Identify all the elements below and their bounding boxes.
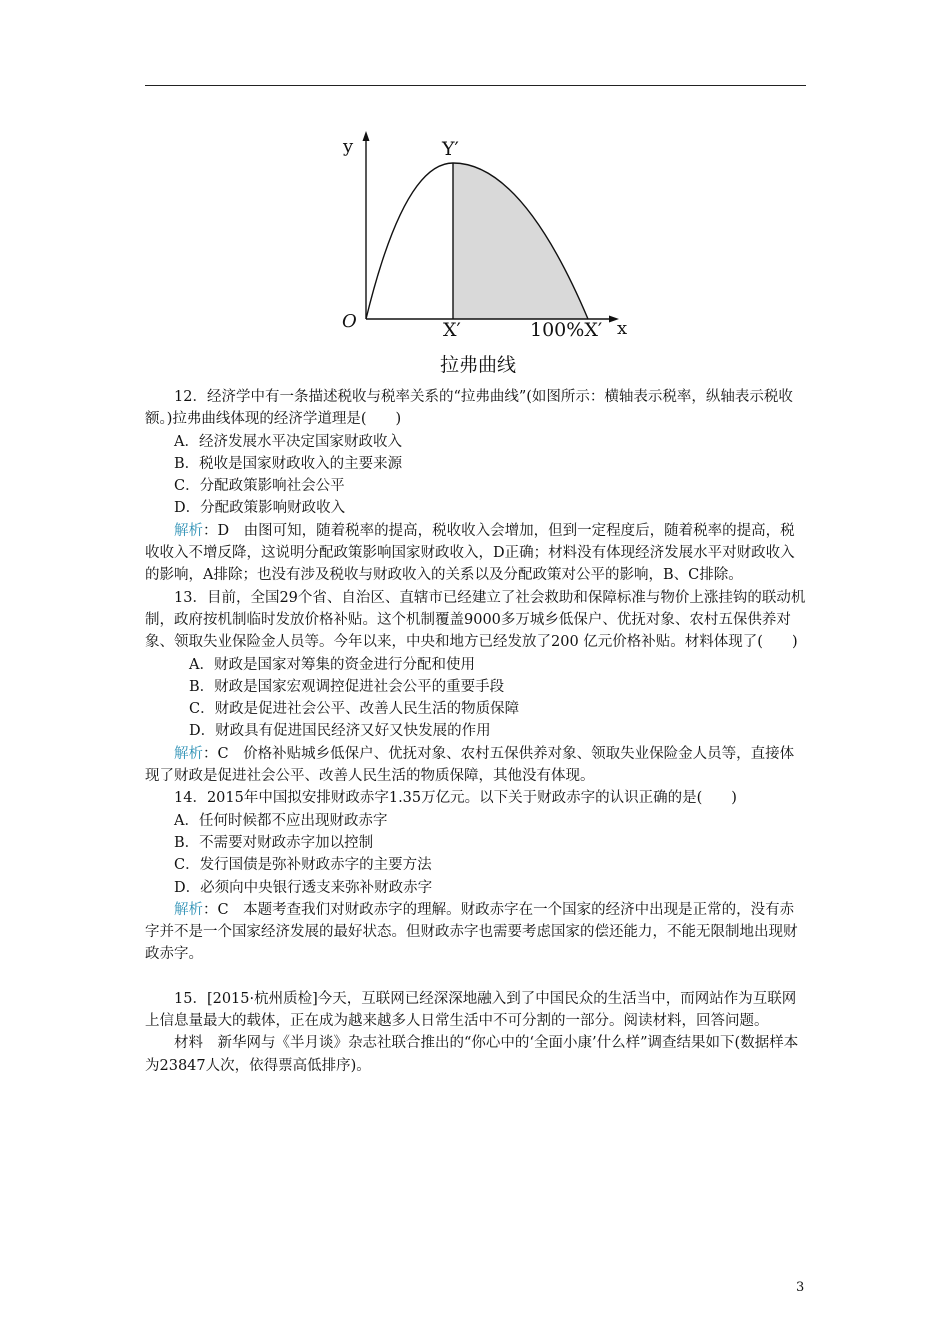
y-axis-label: y [343,136,354,157]
page-number: 3 [796,1280,805,1295]
q15-material: 材料 新华网与《半月谈》杂志社联合推出的“你心中的‘全面小康’什么样”调查结果如下(数据样本为23847人次，依得票高低排序)。 [145,1035,799,1074]
section-gap [145,966,807,988]
x-axis-label: x [617,318,628,339]
q12-option-c: C．分配政策影响社会公平 [174,478,345,495]
q14-option-d: D．必须向中央银行透支来弥补财政赤字 [174,879,433,896]
q15-stem: 15．[2015·杭州质检]今天，互联网已经深深地融入到了中国民众的生活当中，而网站作为互联网上信息量最大的载体，正在成为越来越多人日常生活中不可分割的一部分。阅读材料，回答问题。 [145,990,797,1030]
shaded-region [453,163,588,319]
q14-analysis [145,899,807,966]
q12-option-b: B．税收是国家财政收入的主要来源 [174,455,403,472]
question-content [145,386,807,1077]
q12-stem: 12．经济学中有一条描述税收与税率关系的“拉弗曲线”(如图所示：横轴表示税率，纵轴表示税收额。)拉弗曲线体现的经济学道理是( ) [145,389,793,428]
q12-option-d: D．分配政策影响财政收入 [174,500,346,517]
peak-label: Y′ [442,138,459,160]
q13-option-a: A．财政是国家对筹集的资金进行分配和使用 [189,656,475,673]
q13-option-c: C．财政是促进社会公平、改善人民生活的物质保障 [189,701,520,718]
analysis-label: 解析 [174,901,203,918]
q14-stem: 14．2015年中国拟安排财政赤字1.35万亿元。以下关于财政赤字的认识正确的是( ) [174,790,737,807]
analysis-label: 解析 [174,522,203,539]
header-rule [145,85,806,86]
q12-analysis [145,520,807,587]
analysis-label: 解析 [174,745,203,762]
q14-option-a: A．任何时候都不应出现财政赤字 [174,812,388,829]
q13-stem: 13．目前，全国29个省、自治区、直辖市已经建立了社会救助和保障标准与物价上涨挂钩的联动机制，政府按机制临时发放价格补贴。这个机制覆盖9000多万城乡低保户、优抚对象、农村五保供养对象、领取失业保险金人员等。今年以来，中央和地方已经发放了200 亿元价格补贴。材料体现了( ) [145,589,806,651]
x-end-label: 100%X′ [530,319,603,341]
analysis-text: ：C 价格补贴城乡低保户、优抚对象、农村五保供养对象、领取失业保险金人员等，直接体现了财政是促进社会公平、改善人民生活的物质保障，其他没有体现。 [145,745,795,785]
origin-label: O [342,311,357,332]
analysis-text: ：C 本题考查我们对财政赤字的理解。财政赤字在一个国家的经济中出现是正常的，没有赤字并不是一个国家经济发展的最好状态。但财政赤字也需要考虑国家的偿还能力，不能无限制地出现财政赤字。 [145,901,798,963]
q13-option-b: B．财政是国家宏观调控促进社会公平的重要手段 [189,678,505,695]
laffer-curve-figure [330,128,650,383]
x-mid-label: X′ [443,319,461,341]
q14-option-b: B．不需要对财政赤字加以控制 [174,834,374,851]
y-axis-arrow [363,131,370,141]
analysis-text: ：D 由图可知，随着税率的提高，税收收入会增加，但到一定程度后，随着税率的提高，税收收入不增反降，这说明分配政策影响国家财政收入，D正确；材料没有体现经济发展水平对财政收入的影响，A排除；也没有涉及税收与财政收入的关系以及分配政策对公平的影响，B、C排除。 [145,522,795,584]
q14-option-c: C．发行国债是弥补财政赤字的主要方法 [174,857,432,874]
q12-option-a: A．经济发展水平决定国家财政收入 [174,433,402,450]
laffer-curve-graph [330,128,650,341]
q13-option-d: D．财政具有促进国民经济又好又快发展的作用 [189,723,491,740]
figure-caption: 拉弗曲线 [440,354,517,376]
q13-analysis [145,743,807,788]
